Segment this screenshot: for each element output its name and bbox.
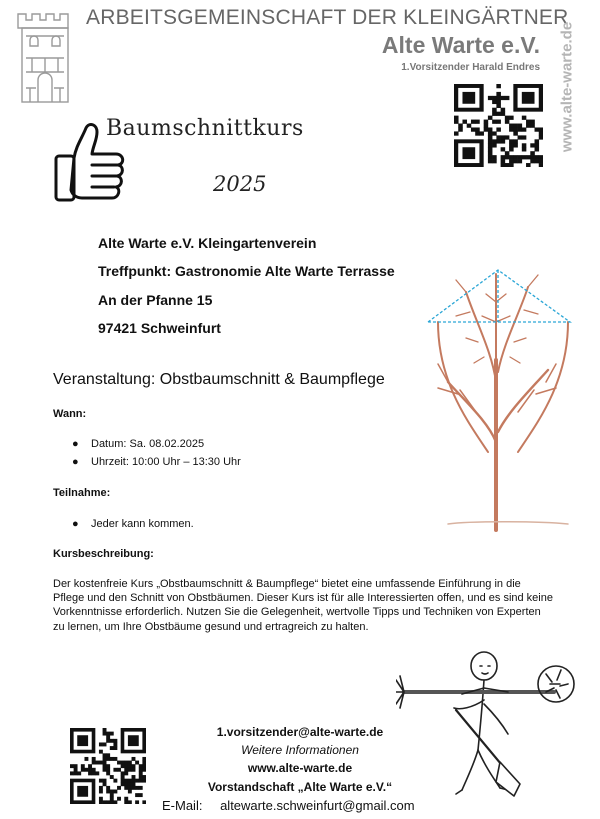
course-title: Baumschnittkurs xyxy=(106,116,304,141)
qr-code-icon xyxy=(454,84,543,167)
address-line-1: Alte Warte e.V. Kleingartenverein xyxy=(98,235,317,251)
castle-tower-icon xyxy=(12,6,78,106)
course-description: Der kostenfreie Kurs „Obstbaumschnitt & Baumpflege“ bietet eine umfassende Einführung in die Pflege und den Schnitt von Obstbäumen. Dieser Kurs ist für alle Interessierten offen, und es sind keine Vorkenntnisse erforderlich. Nutzen Sie die Gelegenheit, wertvolle Tipps und Techniken von Experten zu lernen, um Ihre Obstbäume gesund und ertragreich zu halten. xyxy=(53,578,553,633)
when-heading: Wann: xyxy=(53,408,87,420)
course-year: 2025 xyxy=(213,172,267,196)
footer-email-1[interactable]: 1.vorsitzender@alte-warte.de xyxy=(216,725,384,739)
time-text: Uhrzeit: 10:00 Uhr – 13:30 Uhr xyxy=(91,456,241,468)
list-item-participation xyxy=(72,518,194,530)
footer-email-2[interactable]: altewarte.schweinfurt@gmail.com xyxy=(220,798,415,813)
participation-text: Jeder kann kommen. xyxy=(91,518,194,530)
email-label: E-Mail: xyxy=(162,798,203,813)
vertical-website-url[interactable] xyxy=(558,8,576,166)
list-item-date xyxy=(72,438,204,450)
qr-code-icon xyxy=(70,728,146,804)
participation-heading: Teilnahme: xyxy=(53,487,111,499)
org-name: ARBEITSGEMEINSCHAFT DER KLEINGÄRTNER xyxy=(86,6,569,29)
description-heading: Kursbeschreibung: xyxy=(53,548,154,560)
org-subtitle: Alte Warte e.V. xyxy=(381,32,540,58)
bullet-icon: ● xyxy=(72,456,79,468)
bullet-icon: ● xyxy=(72,518,79,530)
event-title: Veranstaltung: Obstbaumschnitt & Baumpflege xyxy=(53,371,385,388)
footer-website[interactable]: www.alte-warte.de xyxy=(247,761,353,775)
pruned-tree-illustration xyxy=(418,262,588,532)
footer-email-2-row xyxy=(162,798,415,813)
address-line-2: Treffpunkt: Gastronomie Alte Warte Terrasse xyxy=(98,263,395,279)
list-item-time xyxy=(72,456,241,468)
address-line-4: 97421 Schweinfurt xyxy=(98,320,221,336)
chairman-line: 1.Vorsitzender Harald Endres xyxy=(401,62,540,73)
vertical-url-text: www.alte-warte.de xyxy=(558,21,576,153)
footer-more-info: Weitere Informationen xyxy=(241,743,359,757)
address-line-3: An der Pfanne 15 xyxy=(98,292,213,308)
date-text: Datum: Sa. 08.02.2025 xyxy=(91,438,205,450)
bullet-icon: ● xyxy=(72,438,79,450)
footer-board: Vorstandschaft „Alte Warte e.V.“ xyxy=(207,780,393,794)
